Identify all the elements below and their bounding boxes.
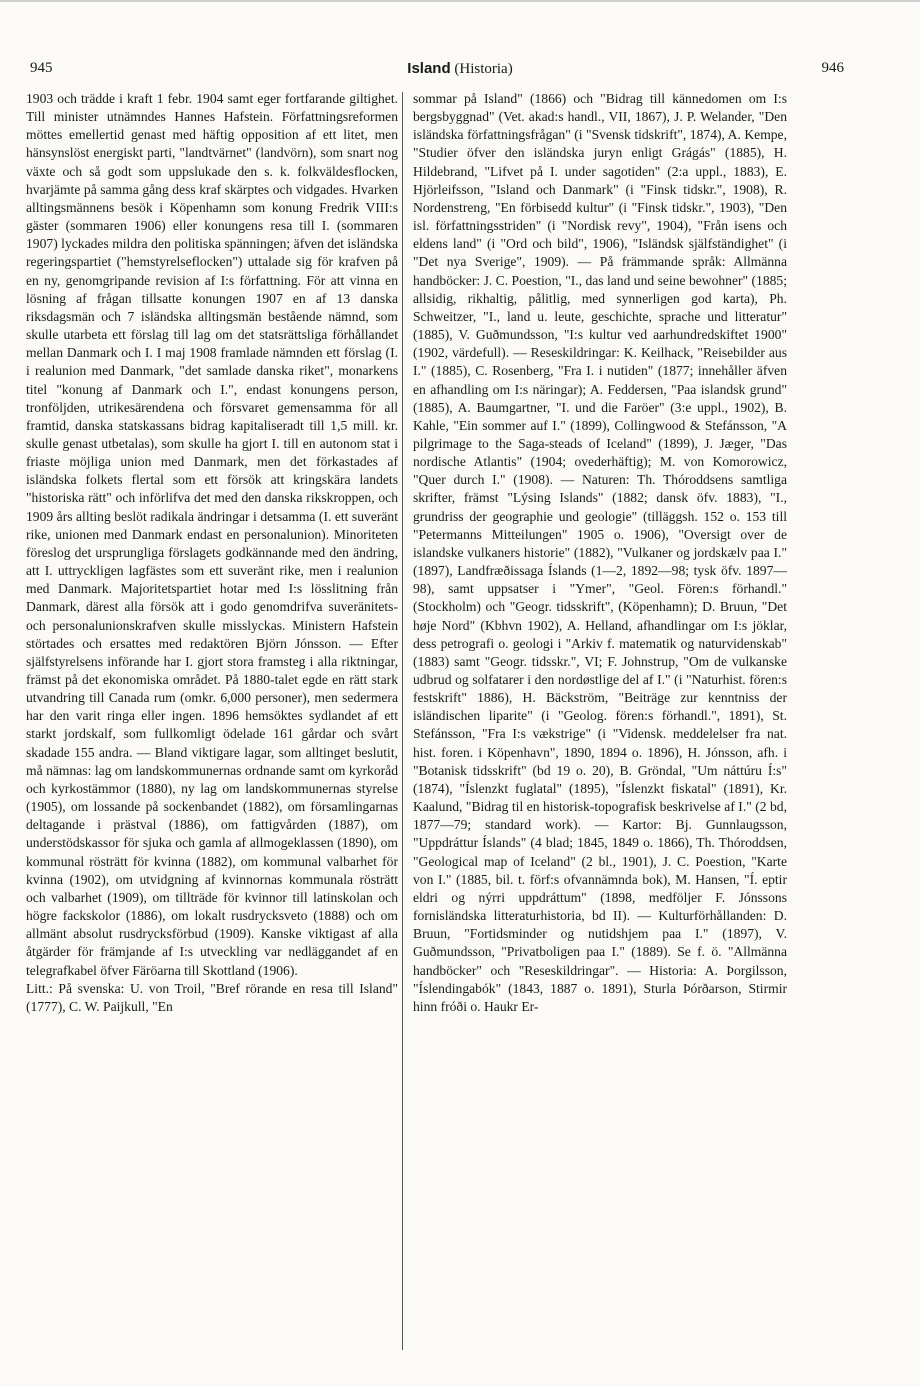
left-paragraph-1: 1903 och trädde i kraft 1 febr. 1904 samt eger fortfarande giltighet. Till minister utnämndes Hannes Hafstein. Författningsreformen möttes emellertid genast med häftig opposition af ett litet, men hänsynslöst energiskt parti, "landtvärnet" (landvörn), som snart nog växte och så godt som uppslukade den s. k. folkväldesflocken, hvarjämte på samma gång dess kraf skärptes och vidgades. Hvarken alltingsmännens besök i Köpenhamn som konung Fredrik VIII:s gäster (sommaren 1906) eller konungens resa till I. (sommaren 1907) lyckades mildra den politiska spänningen; äfven det isländska regeringspartiet ("hemstyrelseflocken") uttalade sig för krafven på en ny, genomgripande revision af I:s författning. För att vinna en lösning af frågan tillsatte konungen 1907 en af 13 danska riksdagsmän och 7 isländska alltingsmän bestående nämnd, som skulle utarbeta ett förslag till lag om det statsrättsliga förhållandet mellan Danmark och I. I maj 1908 framlade nämnden ett förslag (I. i realunion med Danmark, "det samlade danska riket", monarkens titel "konung af Danmark och I.", endast konungens person, tronföljden, utrikesärendena och försvaret gemensamma för all framtid, danska statskassans bidrag kapitaliseradt till 1,5 mill. kr. skulle genast utbetalas), som skulle ha gjort I. till en autonom stat i friaste möjliga union med Danmark, men det förkastades af isländska folkets flertal som ett försök att kringskära landets "historiska rätt" och införlifva det med den danska rikskroppen, och 1909 års allting beslöt radikala ändringar i detsamma (I. ett suveränt rike, unionen med Danmark endast en personalunion). Minoriteten föreslog det ursprungliga förslagets godkännande med den ändring, att I. uttryckligen lagfästes som ett suveränt rike, men i realunion med Danmark. Majoritetspartiet hotar med I:s lösslitning från Danmark, därest alla försök att i godo genomdrifva suveränitets- och personalunionskrafven skulle misslyckas. Ministern Hafstein störtades och ersattes med redaktören Björn Jónsson. — Efter själfstyrelsens införande har I. gjort stora framsteg i alla riktningar, främst på det ekonomiska området. På 1880-talet egde en rätt stark utvandring till Canada rum (omkr. 6,000 personer), men sedermera har den varit ringa eller ingen. 1896 hemsöktes sydlandet af ett starkt jordskalf, som fullkomligt ödelade 161 gårdar och svårt skadade 155 andra. — Bland viktigare lagar, som alltinget beslutit, må nämnas: lag om landskommunernas ordnande samt om kyrkoråd och kyrkostämmor (1880), ny lag om landskommunernas styrelse (1905), om lossande på sockenbandet (1882), om församlingarnas deltagande i prästval (1886), om fattigvården (1887), om understödskassor för sjuka och gamla af allmogeklassen (1890), om kommunal rösträtt för kvinna (1882), om kommunal valbarhet för kvinna (1902), om utvidgning af kvinnornas kommunala rösträtt och valbarhet (1909), om tillträde för kvinnor till latinskolan och högre fackskolor (1886), om lokalt rusdrycksveto (1888) och om allmänt absolut rusdrycksförbud (1909). Kanske viktigast af alla åtgärder för främjande af I:s utveckling var nedläggandet af en telegrafkabel öfver Färöarna till Skottland (1906). <box>26 91 398 978</box>
left-paragraph-2: Litt.: På svenska: U. von Troil, "Bref rörande en resa till Island" (1777), C. W. Paijkull, "En <box>26 980 398 1014</box>
page-number-left: 945 <box>30 60 53 76</box>
running-title <box>30 60 890 78</box>
right-paragraph-1: sommar på Island" (1866) och "Bidrag till kännedomen om I:s bergsbyggnad" (Vet. akad:s handl., VII, 1867), J. P. Welander, "Den isländska författningsfrågan" (i "Svensk tidskrift", 1874), A. Kempe, "Studier öfver den isländska juryn enligt Grágás" (1885), H. Hildebrand, "Lifvet på I. under sagotiden" (2:a uppl., 1883), E. Hjörleifsson, "Island och Danmark" (i "Finsk tidskr.", 1908), R. Nordenstreng, "En förbisedd kultur" (i "Finsk tidskr.", 1903), "Den isl. författningsstriden" (i "Nordisk revy", 1904), "Från isens och eldens land" (i "Ord och bild", 1906), "Isländsk själfständighet" (i "Det nya Sverige", 1909). — På främmande språk: Allmänna handböcker: J. C. Poestion, "I., das land und seine bewohner" (1885; allsidig, rikhaltig, pålitlig, med synnerligen god karta), Ph. Schweitzer, "I., land u. leute, geschichte, sprache und litteratur" (1885), V. Guðmundsson, "I:s kultur ved aarhundredskiftet 1900" (1902, värdefull). — Reseskildringar: K. Keilhack, "Reisebilder aus I." (1885), C. Rosenberg, "Fra I. i nutiden" (1877; innehåller äfven en afhandling om I:s näringar); A. Feddersen, "Paa islandsk grund" (1885), A. Baumgartner, "I. und die Faröer" (3:e uppl., 1902), B. Kahle, "Ein sommer auf I." (1899), Collingwood & Stefánsson, "A pilgrimage to the Saga-steads of Iceland" (1899), J. Jæger, "Das nordische Atlantis" (1904; ovederhäftig); M. von Komorowicz, "Quer durch I." (1908). — Naturen: Th. Thóroddsens samtliga skrifter, främst "Lýsing Islands" (1882; dansk öfv. 1883), "I., grundriss der geographie und geologie" (tilläggsh. 152 o. 153 till "Petermanns Mitteilungen" 1905 o. 1906), "Oversigt over de islandske vulkaners historie" (1882), "Vulkaner og jordskælv paa I." (1897), Landfræðissaga Íslands (1—2, 1892—98; tysk öfv. 1897—98), samt uppsatser i "Ymer", "Geol. Fören:s förhandl." (Stockholm) och "Geogr. tidsskrift", (Köpenhamn); D. Bruun, "Det høje Nord" (Kbhvn 1902), A. Helland, afhandlingar om I:s jöklar, dess petrografi o. geologi i "Arkiv f. matematik og naturvidenskab" (1883) samt "Geogr. tidsskr.", VI; F. Johnstrup, "Om de vulkanske udbrud og solfatarer i den nordøstlige del af I." (i "Naturhist. fören:s festskrift" 1886), H. Bäckström, "Beiträge zur kenntniss der isländischen liparite" (i "Geolog. fören:s förhandl.", 1891), St. Stefánsson, "Fra I:s vækstrige" (i "Vidensk. meddelelser fra nat. hist. foren. i Köpenhavn", 1890, 1894 o. 1896), H. Jónsson, afh. i "Botanisk tidsskrift" (bd 19 o. 20), B. Gröndal, "Um náttúru Í:s" (1874), "Íslenzkt fuglatal" (1895), "Íslenzkt fiskatal" (1891), Kr. Kaalund, "Bidrag til en historisk-topografisk beskrivelse af I." (2 bd, 1877—79; standard work). — Kartor: Bj. Gunnlaugsson, "Uppdráttur Íslands" (4 blad; 1845, 1849 o. 1866), Th. Thóroddsen, "Geological map of Iceland" (2 bl., 1901), J. C. Poestion, "Karte von I." (1885, bil. t. förf:s ofvannämnda bok), M. Hansen, "Í. eptir eldri og nýrri uppdráttum" (1898, medföljer F. Jónssons fornisländska litteraturhistoria, bd II). — Kulturförhållanden: D. Bruun, "Fortidsminder og nutidshjem paa I." (1897), V. Guðmundsson, "Privatboligen paa I." (1889). Se f. ö. "Allmänna handböcker" och "Reseskildringar". — Historia: A. Þorgilsson, "Íslendingabók" (1843, 1887 o. 1891), Sturla Þórðarson, Stirmir hinn fróði o. Haukr Er- <box>413 91 787 1014</box>
left-column <box>26 90 398 1350</box>
page-number-right: 946 <box>821 60 844 76</box>
running-title-main: Island <box>407 60 451 77</box>
right-column <box>413 90 787 1350</box>
running-title-sub: (Historia) <box>450 61 513 77</box>
scan-top-edge <box>0 0 920 2</box>
page-header <box>30 60 890 84</box>
column-divider <box>402 92 403 1350</box>
